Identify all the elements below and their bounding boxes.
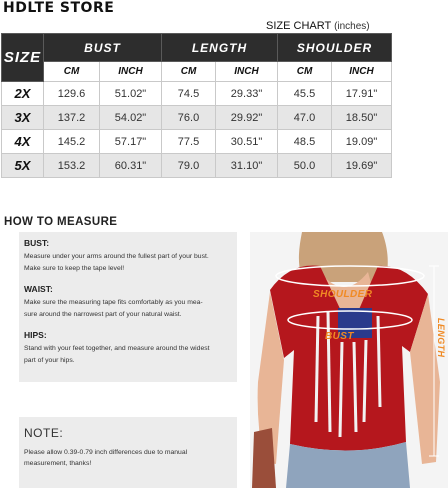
size-cell: 3X <box>2 106 44 130</box>
table-cell: 47.0 <box>278 106 332 130</box>
size-chart-unit: (inches) <box>334 21 370 32</box>
size-chart-label: SIZE CHART <box>266 20 331 32</box>
size-cell: 4X <box>2 130 44 154</box>
shoulder-label: SHOULDER <box>313 289 373 300</box>
table-row <box>2 154 392 178</box>
table-cell: 60.31" <box>100 154 162 178</box>
table-cell: 29.92" <box>216 106 278 130</box>
table-cell: 79.0 <box>162 154 216 178</box>
waist-section <box>24 284 237 321</box>
model-photo <box>250 232 448 488</box>
table-cell: 137.2 <box>44 106 100 130</box>
length-header: LENGTH <box>162 34 278 62</box>
unit-header: INCH <box>100 62 162 82</box>
brand-name: HDLTE STORE <box>3 0 115 16</box>
table-cell: 74.5 <box>162 82 216 106</box>
table-subheader-row <box>2 62 392 82</box>
note-label: NOTE: <box>24 426 64 440</box>
table-cell: 57.17" <box>100 130 162 154</box>
unit-header: CM <box>278 62 332 82</box>
size-cell: 5X <box>2 154 44 178</box>
text-line: Measure under your arms around the fullest part of your bust. <box>24 253 209 260</box>
table-cell: 51.02" <box>100 82 162 106</box>
how-to-measure-title: HOW TO MEASURE <box>4 216 118 228</box>
size-chart-title <box>266 20 370 32</box>
text-line: Please allow 0.39-0.79 inch differences due to manual <box>24 449 188 456</box>
table-cell: 50.0 <box>278 154 332 178</box>
table-row <box>2 130 392 154</box>
table-cell: 45.5 <box>278 82 332 106</box>
table-cell: 19.69" <box>332 154 392 178</box>
text-line: measurement, thanks! <box>24 460 92 467</box>
how-to-measure-panel <box>19 232 237 382</box>
unit-header: INCH <box>216 62 278 82</box>
table-cell: 145.2 <box>44 130 100 154</box>
unit-header: CM <box>44 62 100 82</box>
bust-label: BUST <box>325 331 354 342</box>
table-cell: 17.91" <box>332 82 392 106</box>
table-cell: 129.6 <box>44 82 100 106</box>
table-cell: 48.5 <box>278 130 332 154</box>
note-text <box>24 447 237 469</box>
size-header: SIZE <box>2 34 44 82</box>
hips-section <box>24 330 237 367</box>
table-header-row <box>2 34 392 62</box>
unit-header: INCH <box>332 62 392 82</box>
table-cell: 76.0 <box>162 106 216 130</box>
section-text <box>24 343 237 367</box>
bust-section <box>24 238 237 275</box>
section-text <box>24 251 237 275</box>
table-cell: 19.09" <box>332 130 392 154</box>
note-panel <box>19 417 237 488</box>
section-label: WAIST: <box>24 284 53 294</box>
section-label: HIPS: <box>24 330 47 340</box>
text-line: Stand with your feet together, and measure around the widest <box>24 345 210 352</box>
text-line: Make sure to keep the tape level! <box>24 265 125 272</box>
table-cell: 153.2 <box>44 154 100 178</box>
text-line: sure around the narrowest part of your natural waist. <box>24 311 182 318</box>
section-text <box>24 297 237 321</box>
shoulder-header: SHOULDER <box>278 34 392 62</box>
unit-header: CM <box>162 62 216 82</box>
table-row <box>2 82 392 106</box>
table-cell: 54.02" <box>100 106 162 130</box>
table-cell: 77.5 <box>162 130 216 154</box>
section-label: BUST: <box>24 238 50 248</box>
text-line: part of your hips. <box>24 357 75 364</box>
size-cell: 2X <box>2 82 44 106</box>
table-cell: 31.10" <box>216 154 278 178</box>
table-cell: 29.33" <box>216 82 278 106</box>
table-cell: 30.51" <box>216 130 278 154</box>
bust-header: BUST <box>44 34 162 62</box>
size-chart-table <box>1 33 392 178</box>
table-cell: 18.50" <box>332 106 392 130</box>
text-line: Make sure the measuring tape fits comfortably as you mea- <box>24 299 203 306</box>
length-label: LENGTH <box>436 318 446 358</box>
table-row <box>2 106 392 130</box>
